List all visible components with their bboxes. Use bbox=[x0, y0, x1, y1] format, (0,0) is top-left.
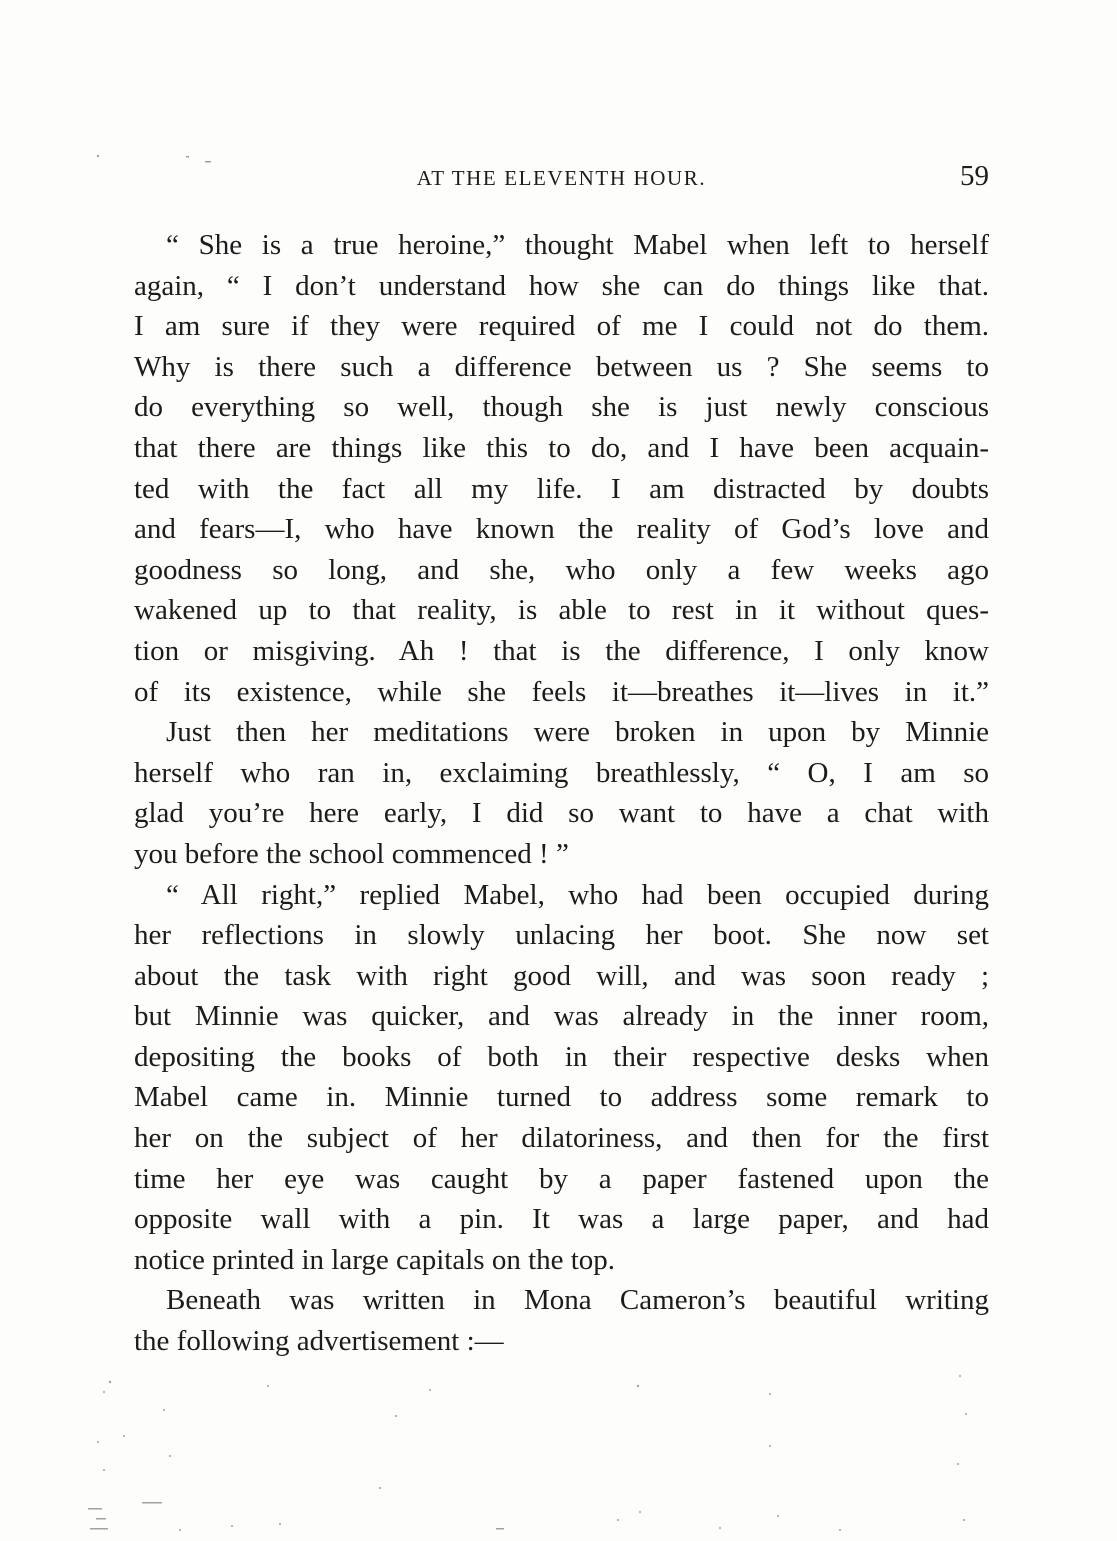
text-line: Mabel came in. Minnie turned to address some remark to bbox=[134, 1081, 989, 1114]
text-line: goodness so long, and she, who only a few weeks ago bbox=[134, 553, 989, 586]
text-line: herself who ran in, exclaiming breathlessly, “ O, I am so bbox=[134, 756, 989, 789]
text-line: “ All right,” replied Mabel, who had been occupied during bbox=[166, 878, 989, 911]
text-line: and fears—I, who have known the reality of God’s love and bbox=[134, 513, 989, 546]
running-head bbox=[134, 160, 989, 194]
text-line: glad you’re here early, I did so want to have a chat with bbox=[134, 797, 989, 830]
text-line: opposite wall with a pin. It was a large paper, and had bbox=[134, 1203, 989, 1236]
text-line: tion or misgiving. Ah ! that is the difference, I only know bbox=[134, 634, 989, 667]
text-line: “ She is a true heroine,” thought Mabel when left to herself bbox=[166, 229, 989, 261]
text-line: about the task with right good will, and was soon ready ; bbox=[134, 959, 989, 992]
text-line: her on the subject of her dilatoriness, and then for the first bbox=[134, 1122, 989, 1155]
text-line: again, “ I don’t understand how she can do things like that. bbox=[134, 269, 989, 302]
text-line: you before the school commenced ! ” bbox=[134, 837, 569, 870]
text-line: Why is there such a difference between us ? She seems to bbox=[134, 350, 989, 383]
text-line: do everything so well, though she is just newly conscious bbox=[134, 391, 989, 424]
body-text bbox=[134, 225, 989, 1362]
text-line: time her eye was caught by a paper fastened upon the bbox=[134, 1162, 989, 1195]
text-line: of its existence, while she feels it—breathes it—lives in it.” bbox=[134, 675, 989, 708]
text-line: but Minnie was quicker, and was already in the inner room, bbox=[134, 1000, 989, 1033]
text-line: Just then her meditations were broken in upon by Minnie bbox=[166, 716, 989, 749]
text-line: I am sure if they were required of me I could not do them. bbox=[134, 310, 989, 343]
text-line: wakened up to that reality, is able to rest in it without ques- bbox=[134, 594, 989, 627]
text-line: depositing the books of both in their respective desks when bbox=[134, 1040, 989, 1073]
text-line: Beneath was written in Mona Cameron’s beautiful writing bbox=[166, 1284, 989, 1317]
text-line: her reflections in slowly unlacing her boot. She now set bbox=[134, 919, 989, 952]
running-title: AT THE ELEVENTH HOUR. bbox=[416, 166, 707, 190]
text-line: ted with the fact all my life. I am distracted by doubts bbox=[134, 472, 989, 505]
page-number: 59 bbox=[960, 160, 989, 192]
text-line: that there are things like this to do, and I have been acquain- bbox=[134, 431, 989, 464]
text-line: the following advertisement :— bbox=[134, 1325, 504, 1358]
text-line: notice printed in large capitals on the top. bbox=[134, 1243, 616, 1276]
